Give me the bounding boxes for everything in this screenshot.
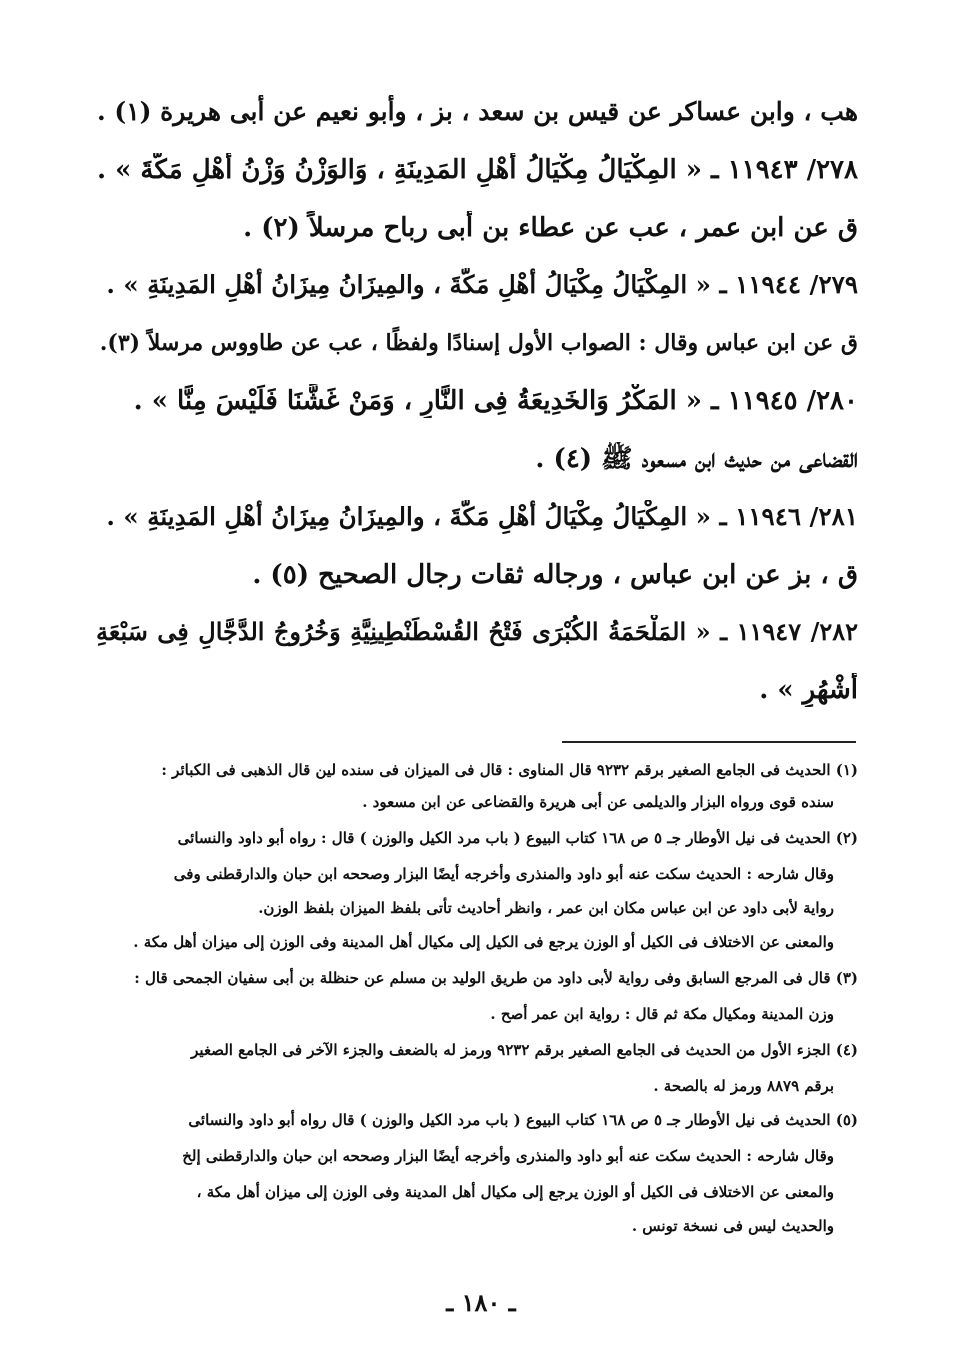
main-line-9: ق ، بز عن ابن عباس ، ورجاله ثقات رجال الصحيح (٥) . <box>252 560 858 590</box>
footnote-5: (٥) الحديث فى نيل الأوطار جـ ٥ ص ١٦٨ كتاب البيوع ( باب مرد الكيل والوزن ) قال رواه أبو داود والنسائى <box>188 1111 858 1129</box>
main-line-3: ق عن ابن عمر ، عب عن عطاء بن أبى رباح مرسلاً (٢) . <box>243 213 858 243</box>
footnote-2-cont: والمعنى عن الاختلاف فى الكيل أو الوزن يرجع فى الكيل إلى مكيال أهل المدينة وفى الوزن إلى ميزان أهل مكة . <box>133 933 834 951</box>
footnote-2-cont: رواية لأبى داود عن ابن عباس مكان ابن عمر ، وانظر أحاديث تأتى بلفظ الميزان بلفظ الوزن. <box>258 899 834 917</box>
page-number: ـ ١٨٠ ـ <box>446 1288 516 1317</box>
footnote-2-cont: وقال شارحه : الحديث سكت عنه أبو داود والمنذرى وأخرجه أيضًا البزار وصححه ابن حبان والدارقطنى وفى <box>173 865 834 883</box>
footnote-1-cont: سنده قوى ورواه البزار والديلمى عن أبى هريرة والقضاعى عن ابن مسعود . <box>362 793 834 811</box>
main-line-11: أَشْهُرٍ » . <box>759 675 858 705</box>
hadith-278: ٢٧٨/ ١١٩٤٣ ـ « المِكْيَالُ مِكْيَالُ أَهْلِ المَدِينَةِ ، وَالوَزْنُ وَزْنُ أَهْلِ مَكَّةَ » . <box>97 155 858 185</box>
footnote-5-cont: والمعنى عن الاختلاف فى الكيل أو الوزن يرجع إلى مكيال أهل المدينة وفى الوزن إلى ميزان أهل مكة ، <box>196 1183 834 1201</box>
footnote-4-cont: برقم ٨٨٧٩ ورمز له بالصحة . <box>653 1077 834 1095</box>
footnote-separator <box>562 741 856 743</box>
main-line-1: هب ، وابن عساكر عن قيس بن سعد ، بز ، وأبو نعيم عن أبى هريرة (١) . <box>96 97 858 126</box>
footnote-3: (٣) قال فى المرجع السابق وفى رواية لأبى داود من طريق الوليد بن مسلم عن حنظلة بن أبى سفيان الجمحى قال : <box>134 969 858 987</box>
footnote-4: (٤) الجزء الأول من الحديث فى الجامع الصغير برقم ٩٢٣٢ ورمز له بالضعف والجزء الآخر فى الجامع الصغير <box>191 1041 858 1059</box>
main-line-5: ق عن ابن عباس وقال : الصواب الأول إسنادًا ولفظًا ، عب عن طاووس مرسلاً (٣). <box>99 330 858 356</box>
hadith-280: ٢٨٠/ ١١٩٤٥ ـ « المَكْرُ وَالخَدِيعَةُ فِى النَّارِ ، وَمَنْ غَشَّنَا فَلَيْسَ مِنَّا » . <box>133 386 858 416</box>
hadith-279: ٢٧٩/ ١١٩٤٤ ـ « المِكْيَالُ مِكْيَالُ أَهْلِ مَكَّةَ ، والمِيزَانُ مِيزَانُ أَهْلِ المَدِينَةِ » . <box>106 270 858 299</box>
main-line-7: القضاعى من حديث ابن مسعود ﷺ (٤) . <box>535 444 858 474</box>
footnote-3-cont: وزن المدينة ومكيال مكة ثم قال : رواية ابن عمر أصح . <box>490 1005 834 1023</box>
footnote-5-cont: وقال شارحه : الحديث سكت عنه أبو داود والمنذرى وأخرجه أيضًا البزار وصححه ابن حبان والدارقطنى إلخ <box>182 1147 834 1165</box>
footnote-2: (٢) الحديث فى نيل الأوطار جـ ٥ ص ١٦٨ كتاب البيوع ( باب مرد الكيل والوزن ) قال : رواه أبو داود والنسائى <box>177 829 858 847</box>
footnote-5-cont: والحديث ليس فى نسخة تونس . <box>631 1217 834 1235</box>
footnote-1: (١) الحديث فى الجامع الصغير برقم ٩٢٣٢ قال المناوى : قال فى الميزان فى سنده لين قال الذهبى فى الكبائر : <box>161 761 858 779</box>
hadith-281: ٢٨١/ ١١٩٤٦ ـ « المِكْيَالُ مِكْيَالُ أَهْلِ مَكَّةَ ، والمِيزَانُ مِيزَانُ أَهْلِ المَدِينَةِ » . <box>106 502 858 531</box>
hadith-282: ٢٨٢/ ١١٩٤٧ ـ « المَلْحَمَةُ الكُبْرَى فَتْحُ القُسْطَنْطِينِيَّةِ وَخُرُوجُ الدَّجَّالِ فِى سَبْعَةِ <box>96 617 858 646</box>
